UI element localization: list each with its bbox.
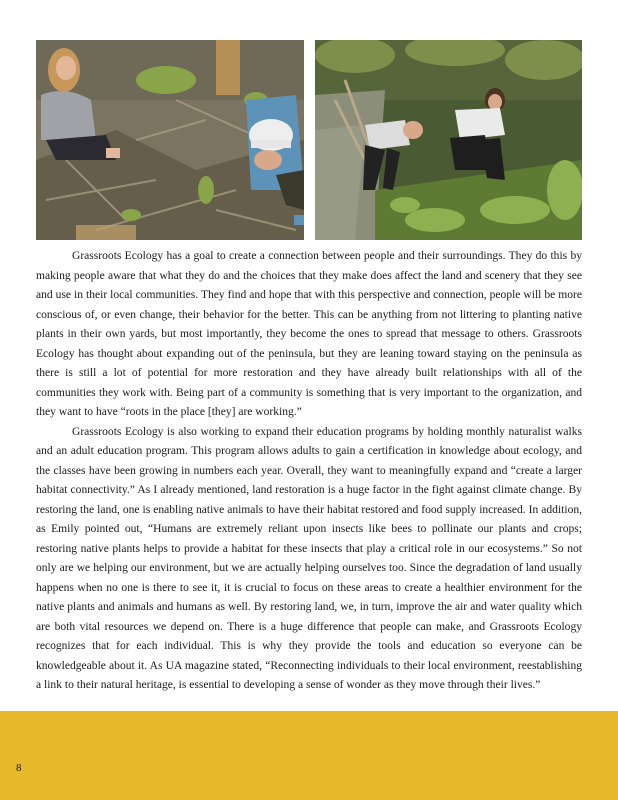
photo-volunteers-planting	[36, 40, 304, 240]
article-body	[36, 247, 582, 696]
paragraph-1: Grassroots Ecology has a goal to create a connection between people and their surroundings. They do this by making people aware that what they do and the choices that they make does affect the land and scenery that they see and use in their local communities. They find and hope that with this perspective and connection, people will be more conscious of, or even change, their behavior for the better. This can be anything from not littering to planting native plants in their own yards, but most importantly, they become the ones to spread that message to others. Grassroots Ecology has thought about expanding out of the peninsula, but they are leaning toward staying on the peninsula as there is still a lot of potential for more restoration and they have already built relationships with all of the communities they work with. Being part of a community is something that is very important to the organization, and they want to have “roots in the place [they] are working.”	[36, 250, 582, 418]
paragraph-2: Grassroots Ecology is also working to expand their education programs by holding monthly naturalist walks and an adult education program. This program allows adults to gain a certification in knowledge about ecology, and the classes have been growing in numbers each year. Overall, they want to meaningfully expand and “create a larger habitat connectivity.” As I already mentioned, land restoration is a huge factor in the fight against climate change. By restoring the land, one is enabling native animals to have their habitat restored and food supply increased. In addition, as Emily pointed out, “Humans are extremely reliant upon insects like bees to pollinate our plants and crops; restoring native plants helps to provide a habitat for these insects that play a critical role in our ecosystems.” So not only are we helping our environment, but we are actually helping ourselves too. Since the degradation of land usually happens when no one is there to see it, it is crucial to focus on these areas to create a healthier environment for the native plants and animals and humans as well. By restoring land, we, in turn, improve the air and water quality which are both vital resources we depend on. There is a huge difference that people can make, and Grassroots Ecology recognizes that for each individual. This is why they provide the tools and education so everyone can be knowledgeable about it. As UA magazine stated, “Reconnecting individuals to their local environment, reestablishing a link to their natural heritage, is essential to developing a sense of wonder as they move through their lives.”	[36, 425, 582, 691]
page-number: 8	[16, 762, 22, 774]
footer-band	[0, 711, 618, 800]
photo-volunteers-creek	[315, 40, 582, 240]
